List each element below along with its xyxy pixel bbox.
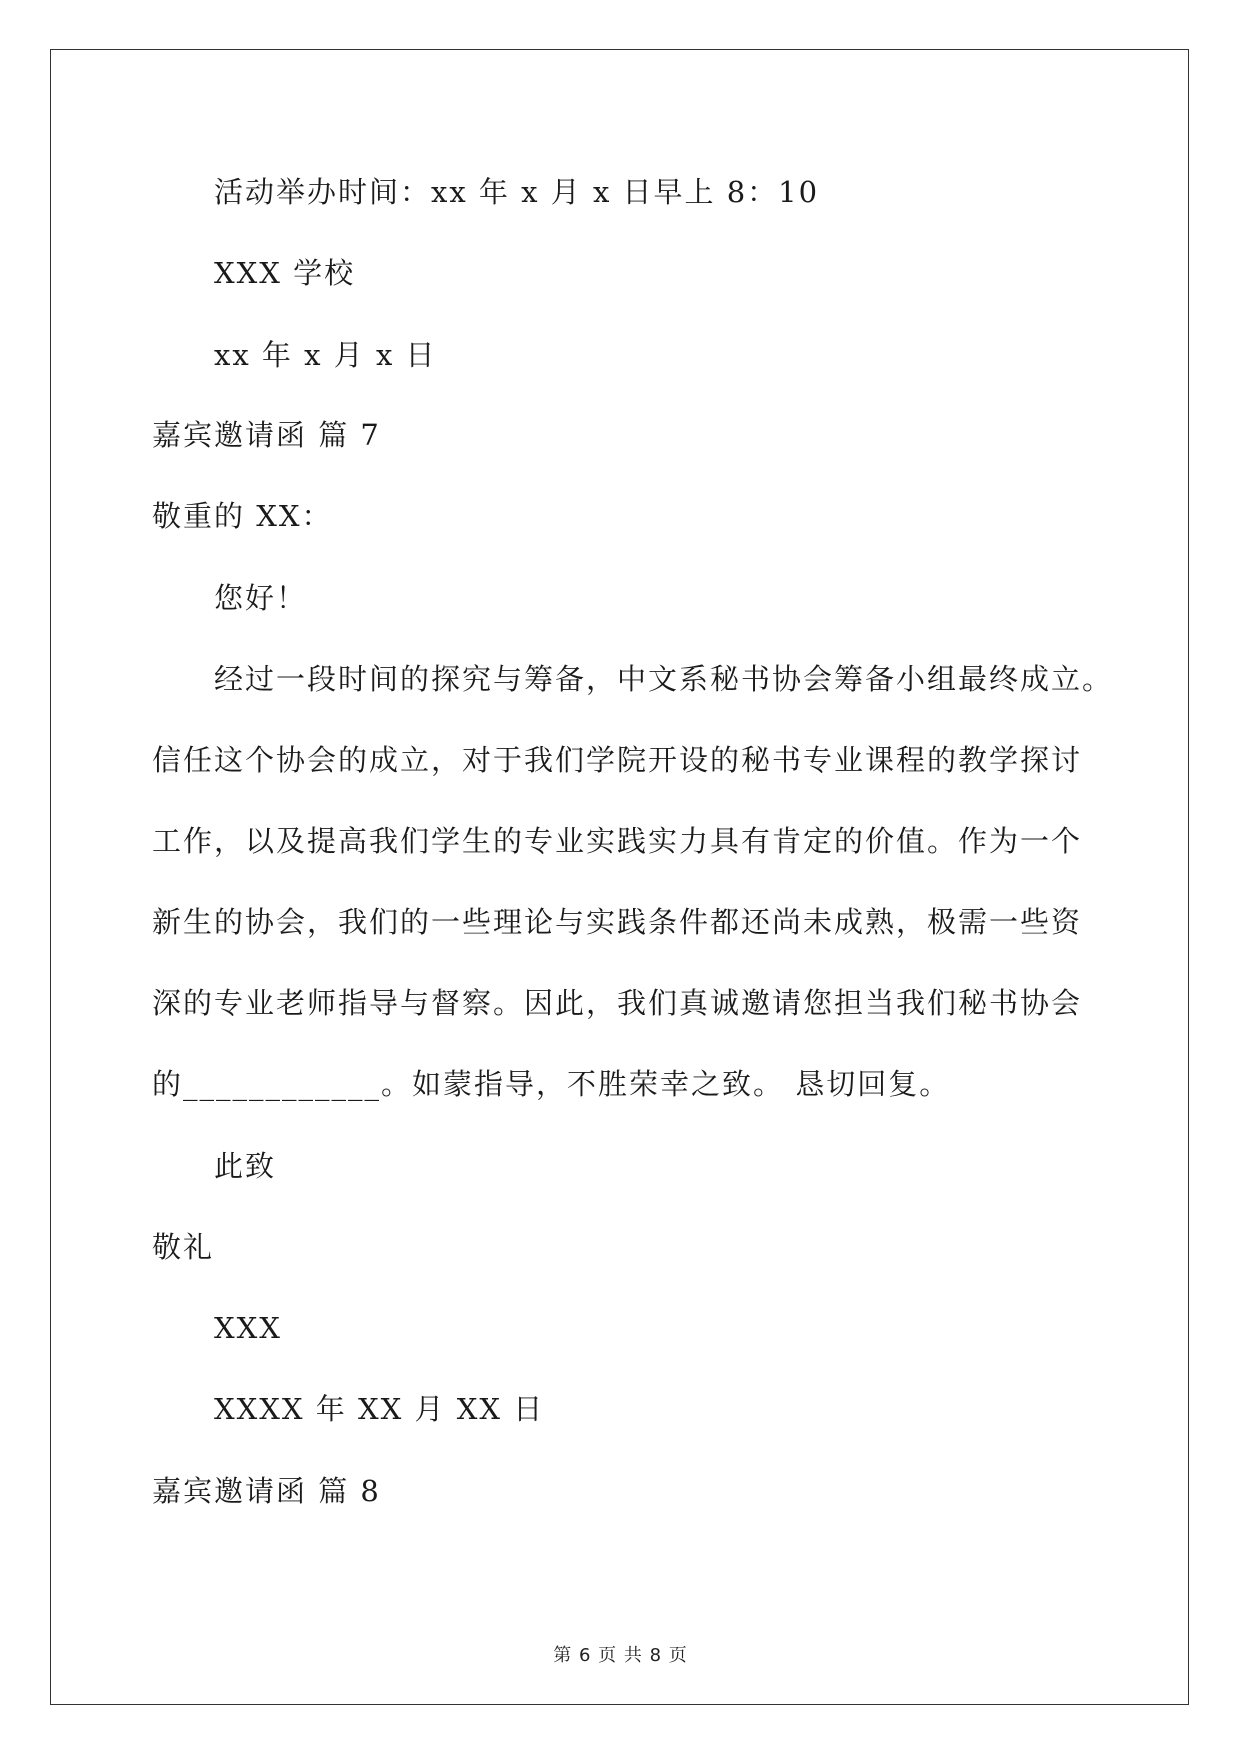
body-paragraph-line: 的____________。如蒙指导，不胜荣幸之致。 恳切回复。 xyxy=(152,1067,951,1101)
sender-name: XXX xyxy=(214,1311,282,1345)
closing-salute: 敬礼 xyxy=(152,1230,215,1264)
body-paragraph-line: 信任这个协会的成立，对于我们学院开设的秘书专业课程的教学探讨 xyxy=(152,743,1083,777)
signature-date: xx 年 x 月 x 日 xyxy=(214,338,437,372)
sender-date: XXXX 年 XX 月 XX 日 xyxy=(214,1392,545,1426)
section-heading-7: 嘉宾邀请函 篇 7 xyxy=(152,418,381,452)
event-time-line: 活动举办时间：xx 年 x 月 x 日早上 8：10 xyxy=(214,175,820,209)
body-paragraph-line: 经过一段时间的探究与筹备，中文系秘书协会筹备小组最终成立。 xyxy=(214,662,1114,696)
body-paragraph-line: 深的专业老师指导与督察。因此，我们真诚邀请您担当我们秘书协会 xyxy=(152,986,1083,1020)
section-heading-8: 嘉宾邀请函 篇 8 xyxy=(152,1474,381,1508)
body-paragraph-line: 新生的协会，我们的一些理论与实践条件都还尚未成熟，极需一些资 xyxy=(152,905,1083,939)
salutation: 敬重的 XX： xyxy=(152,499,333,533)
body-paragraph-line: 工作，以及提高我们学生的专业实践实力具有肯定的价值。作为一个 xyxy=(152,824,1083,858)
page-frame xyxy=(50,49,1189,1705)
page-number-footer: 第 6 页 共 8 页 xyxy=(553,1645,688,1666)
greeting: 您好！ xyxy=(214,581,308,615)
closing-phrase: 此致 xyxy=(214,1149,277,1183)
school-signature: XXX 学校 xyxy=(214,256,356,290)
